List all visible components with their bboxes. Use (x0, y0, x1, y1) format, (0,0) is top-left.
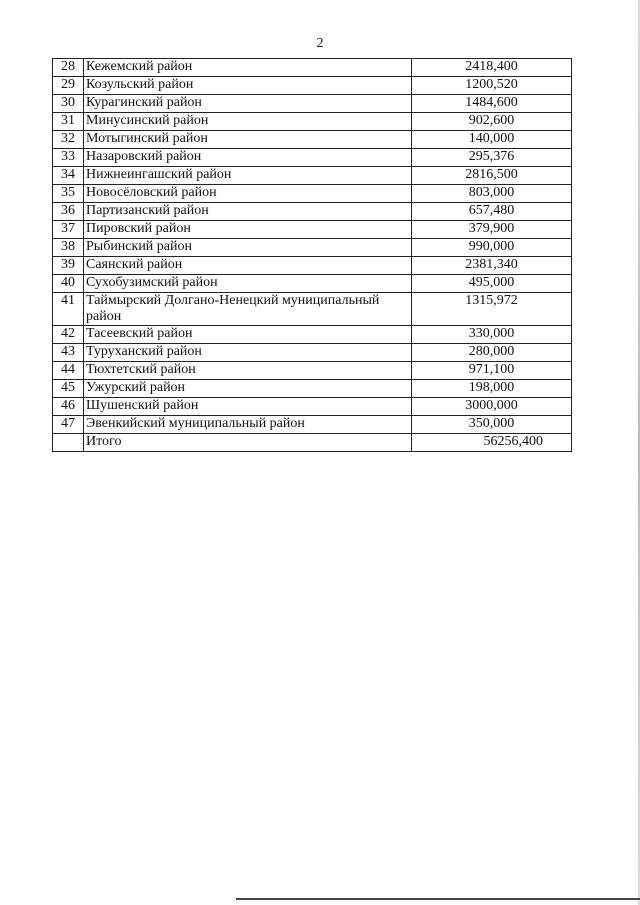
amount-value: 1200,520 (412, 77, 572, 95)
scan-line (236, 898, 640, 900)
amount-value: 803,000 (412, 185, 572, 203)
row-number: 32 (53, 131, 84, 149)
district-name: Козульский район (84, 77, 412, 95)
row-number: 35 (53, 185, 84, 203)
table-row (53, 257, 572, 275)
district-name: Партизанский район (84, 203, 412, 221)
row-number: 38 (53, 239, 84, 257)
total-label: Итого (84, 434, 412, 452)
district-name: Тюхтетский район (84, 362, 412, 380)
table-row (53, 77, 572, 95)
amount-value: 990,000 (412, 239, 572, 257)
amount-value: 1315,972 (412, 293, 572, 326)
table-row (53, 293, 572, 326)
row-number: 47 (53, 416, 84, 434)
district-name: Назаровский район (84, 149, 412, 167)
amount-value: 280,000 (412, 344, 572, 362)
district-name: Тасеевский район (84, 326, 412, 344)
table-row (53, 398, 572, 416)
table-body (53, 59, 572, 452)
table-row (53, 344, 572, 362)
table-row (53, 167, 572, 185)
amount-value: 295,376 (412, 149, 572, 167)
table-row (53, 380, 572, 398)
table-row (53, 362, 572, 380)
district-name: Новосёловский район (84, 185, 412, 203)
row-number: 41 (53, 293, 84, 326)
row-number: 34 (53, 167, 84, 185)
district-name: Саянский район (84, 257, 412, 275)
row-number: 42 (53, 326, 84, 344)
row-number: 43 (53, 344, 84, 362)
district-name: Туруханский район (84, 344, 412, 362)
amount-value: 971,100 (412, 362, 572, 380)
amount-value: 2418,400 (412, 59, 572, 77)
table-row (53, 203, 572, 221)
table-row (53, 95, 572, 113)
amount-value: 3000,000 (412, 398, 572, 416)
table-row (53, 239, 572, 257)
row-number: 31 (53, 113, 84, 131)
total-num (53, 434, 84, 452)
amount-value: 1484,600 (412, 95, 572, 113)
row-number: 40 (53, 275, 84, 293)
district-name: Рыбинский район (84, 239, 412, 257)
row-number: 30 (53, 95, 84, 113)
amount-value: 2381,340 (412, 257, 572, 275)
row-number: 36 (53, 203, 84, 221)
district-name: Эвенкийский муниципальный район (84, 416, 412, 434)
amount-value: 140,000 (412, 131, 572, 149)
district-name: Нижнеингашский район (84, 167, 412, 185)
row-number: 37 (53, 221, 84, 239)
row-number: 29 (53, 77, 84, 95)
amount-value: 902,600 (412, 113, 572, 131)
district-name: Курагинский район (84, 95, 412, 113)
amount-value: 198,000 (412, 380, 572, 398)
table-row (53, 131, 572, 149)
row-number: 39 (53, 257, 84, 275)
district-name: Шушенский район (84, 398, 412, 416)
row-number: 44 (53, 362, 84, 380)
amount-value: 350,000 (412, 416, 572, 434)
table-row (53, 221, 572, 239)
amount-value: 379,900 (412, 221, 572, 239)
row-number: 28 (53, 59, 84, 77)
table-row (53, 149, 572, 167)
table-row (53, 275, 572, 293)
total-row (53, 434, 572, 452)
page-number: 2 (316, 36, 324, 51)
district-name: Минусинский район (84, 113, 412, 131)
table-row (53, 416, 572, 434)
amount-value: 330,000 (412, 326, 572, 344)
table-row (53, 185, 572, 203)
row-number: 33 (53, 149, 84, 167)
district-name: Таймырский Долгано-Ненецкий муниципальный район (84, 293, 412, 326)
row-number: 46 (53, 398, 84, 416)
amount-value: 495,000 (412, 275, 572, 293)
district-name: Сухобузимский район (84, 275, 412, 293)
district-name: Ужурский район (84, 380, 412, 398)
table-row (53, 113, 572, 131)
table-row (53, 326, 572, 344)
district-name: Мотыгинский район (84, 131, 412, 149)
amount-value: 2816,500 (412, 167, 572, 185)
amount-value: 657,480 (412, 203, 572, 221)
district-name: Пировский район (84, 221, 412, 239)
total-value: 56256,400 (412, 434, 572, 452)
budget-table (52, 58, 572, 452)
row-number: 45 (53, 380, 84, 398)
table-row (53, 59, 572, 77)
district-name: Кежемский район (84, 59, 412, 77)
